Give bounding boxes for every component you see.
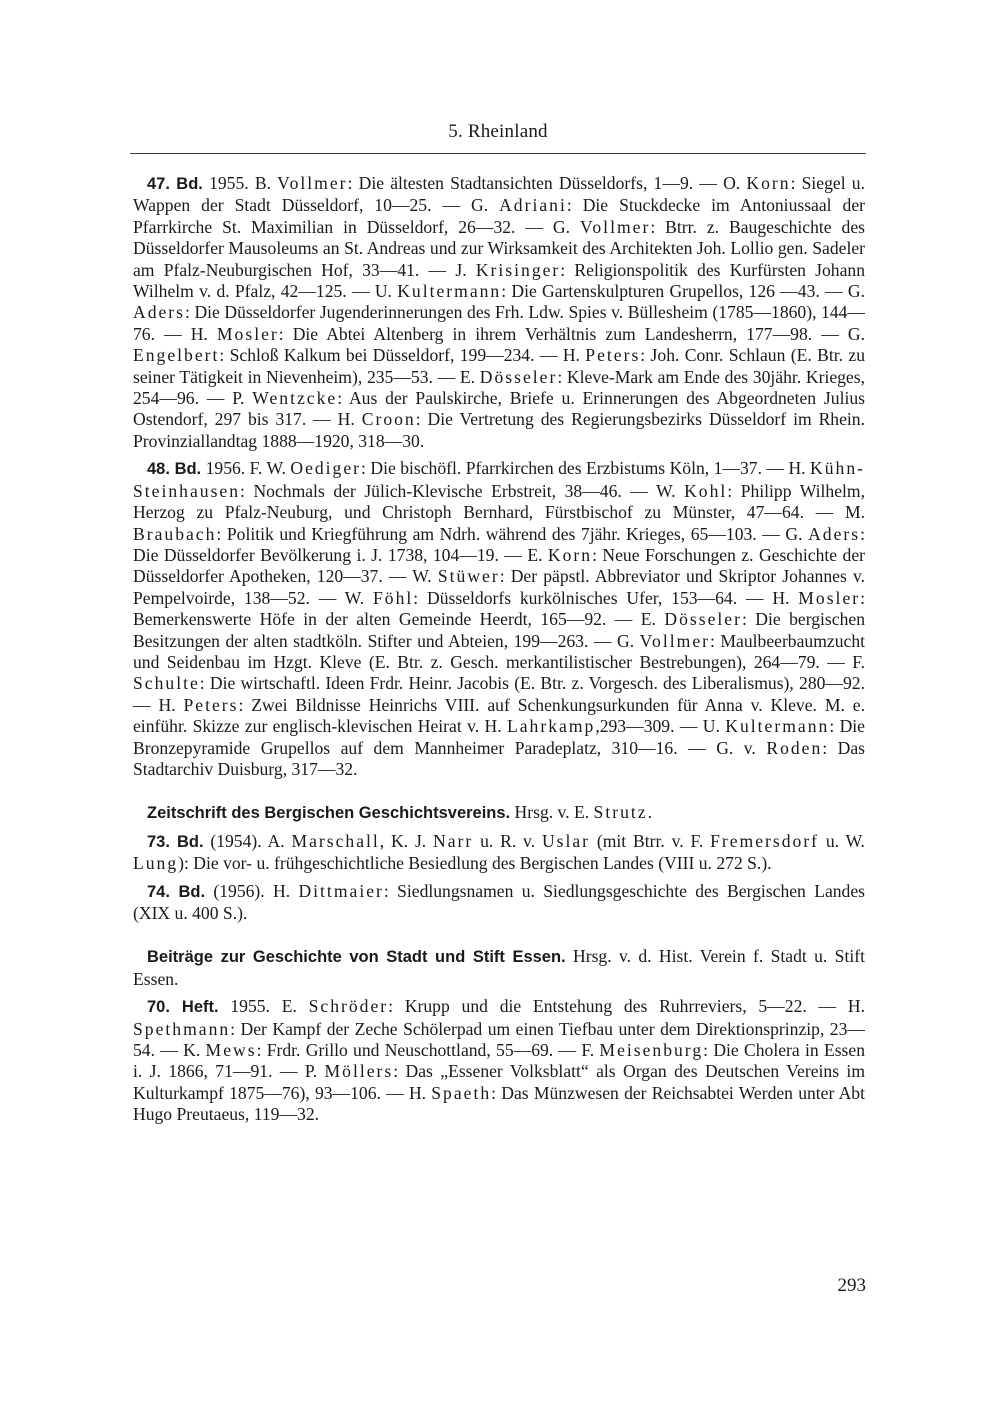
entry-text: : Das „Essener Volksblatt“ als Organ des Deutschen Vereins im Kulturkampf 1875—76), 93—106. — H. (133, 1061, 866, 1103)
entry-label: 70. Heft. (147, 998, 219, 1017)
entry-text: : Die ältesten Stadtansichten Düsseldorfs, 1—9. — O. (347, 173, 747, 193)
entry-text: : Die Gartenskulpturen Grupellos, 126 —43. — G. (501, 281, 865, 302)
entry-text: : Bemerkenswerte Höfe in der alten Gemeinde Heerdt, 165—92. — E. (133, 587, 865, 630)
entry-text: : Düsseldorfs kurkölnisches Ufer, 153—64. — H. (413, 587, 799, 608)
entry-text: : Krupp und die Entstehung des Ruhrreviers, 5—22. — H. (388, 996, 866, 1017)
author-name: Lung (133, 853, 179, 874)
entry-bd47 (133, 173, 865, 452)
section-gap (133, 786, 865, 802)
entry-text: : Die Düsseldorfer Jugenderinnerungen des Frh. Ldw. Spies v. Büllesheim (1785—1860), 144—76. — H. (133, 302, 865, 344)
author-name: Vollmer (639, 630, 710, 651)
entry-text: 1955. E. (218, 996, 309, 1017)
author-name: Aders (133, 302, 186, 323)
heading-beitraege-essen (133, 946, 865, 990)
author-name: Meisenburg (599, 1040, 704, 1061)
author-name: Krisinger (475, 259, 561, 280)
entry-text: : Siedlungsnamen u. Siedlungsgeschichte des Bergischen Landes (XIX u. 400 S.). (133, 880, 865, 923)
entry-text: (1954). A. (203, 830, 292, 851)
author-name: Aders (808, 523, 861, 544)
author-name: Kühn-Steinhausen (133, 458, 865, 501)
author-name: Kultermann (397, 281, 502, 302)
entry-text: : Die wirtschaftl. Ideen Frdr. Heinr. Jacobis (E. Btr. z. Vorgesch. des Liberalismus), 280—92. — H. (133, 673, 865, 715)
author-name: Mews (205, 1040, 257, 1061)
entry-text: : Die bergischen Besitzungen der alten stadtköln. Stifter und Abteien, 199—263. — G. (133, 609, 865, 651)
entry-bd74 (133, 881, 865, 925)
running-header: 5. Rheinland (448, 121, 548, 142)
author-name: Uslar (541, 830, 591, 851)
author-name: Schröder (308, 996, 389, 1017)
author-name: Vollmer (579, 216, 651, 237)
author-name: Adriani (499, 195, 567, 216)
author-name: Dösseler (664, 609, 742, 630)
author-name: Wentzcke (252, 388, 338, 409)
author-name: Strutz (593, 802, 648, 823)
entry-text: u. R. v. (473, 830, 542, 851)
entry-text: : Religionspolitik des Kurfürsten Johann Wilhelm v. d. Pfalz, 42—125. — U. (133, 259, 865, 302)
entry-text: : Btrr. z. Baugeschichte des Düsseldorfer Mausoleums an St. Andreas und zur Wirksamkeit des Architekten Joh. Lollio gen. Sadeler am Pfalz-Neuburgischen Hof, 33—41. — J. (133, 216, 865, 280)
entry-text: (1956). H. (205, 880, 299, 901)
author-name: Spaeth (431, 1082, 492, 1103)
entry-text: : Schloß Kalkum bei Düsseldorf, 199—234. — H. (219, 345, 586, 366)
entry-label: Zeitschrift des Bergischen Geschichtsvereins. (147, 804, 511, 823)
entry-text: : Neue Forschungen z. Geschichte der Düsseldorfer Apotheken, 120—37. — W. (133, 544, 865, 587)
author-name: Fremersdorf (710, 830, 820, 851)
author-name: Schulte (133, 673, 200, 694)
entry-text: : Das Münzwesen der Reichsabtei Werden unter Abt Hugo Preutaeus, 119—32. (133, 1082, 865, 1125)
author-name: Mosler (798, 587, 861, 608)
entry-text: : Die Düsseldorfer Bevölkerung i. J. 1738, 104—19. — E. (133, 523, 865, 565)
author-name: Marschall (291, 830, 380, 851)
entry-text: : Die Vertretung des Regierungsbezirks Düsseldorf im Rhein. Provinziallandtag 1888—1920, 318—30. (133, 409, 865, 451)
author-name: Lahrkamp (507, 716, 596, 737)
entry-text: . (647, 802, 652, 823)
author-name: Mosler (216, 323, 279, 344)
entry-text: : Maulbeerbaumzucht und Seidenbau im Hzgt. Kleve (E. Btr. z. Gesch. merkantilistischer Bestrebungen), 264—79. — F. (133, 630, 865, 672)
entry-label: 48. Bd. (147, 460, 202, 479)
entry-text: : Frdr. Grillo und Neuschottland, 55—69. — F. (256, 1040, 600, 1061)
entry-text: : Das Stadtarchiv Duisburg, 317—32. (133, 737, 866, 779)
entry-text: ): Die vor- u. frühgeschichtliche Besiedlung des Bergischen Landes (VIII u. 272 S.). (178, 853, 772, 874)
author-name: Föhl (373, 587, 414, 608)
entry-text: : Die Cholera in Essen i. J. 1866, 71—91. — P. (133, 1040, 865, 1082)
author-name: Narr (433, 830, 474, 851)
bibliography-body (133, 173, 865, 1132)
entry-heft70 (133, 996, 865, 1125)
entry-text: : Kleve-Mark am Ende des 30jähr. Krieges, 254—96. — P. (133, 366, 865, 409)
author-name: Korn (547, 544, 593, 565)
entry-text: : Siegel u. Wappen der Stadt Düsseldorf, 10—25. — G. (133, 173, 865, 216)
entry-text: u. W. (819, 830, 865, 851)
entry-text: 1956. F. W. (201, 458, 291, 479)
entry-label: 47. Bd. (147, 175, 203, 193)
header-rule (130, 153, 866, 154)
author-name: Kohl (684, 480, 728, 501)
author-name: Korn (746, 173, 791, 193)
author-name: Braubach (133, 523, 217, 544)
entry-text: : Nochmals der Jülich-Klevische Erbstreit, 38—46. — W. (240, 480, 685, 501)
author-name: Stüwer (437, 566, 500, 587)
entry-text: : Die Stuckdecke im Antoniussaal der Pfarrkirche St. Maximilian in Düsseldorf, 26—32. — G. (133, 195, 865, 237)
entry-label: 73. Bd. (147, 832, 204, 851)
heading-zeitschrift-bergisch (133, 802, 865, 824)
author-name: Dösseler (479, 366, 558, 387)
author-name: Möllers (324, 1061, 394, 1082)
author-name: Spethmann (133, 1018, 231, 1039)
entry-text: , K. J. (379, 830, 434, 851)
entry-text: 1955. B. (202, 173, 278, 193)
entry-text: : Philipp Wilhelm, Herzog zu Pfalz-Neuburg, und Christoph Bernhard, Fürstbischof zu Münster, 47—64. — M. (133, 480, 866, 523)
entry-text: : Die Abtei Altenberg in ihrem Verhältnis zum Landesherrn, 177—98. — G. (278, 323, 865, 344)
author-name: Peters (585, 345, 641, 366)
entry-text: : Joh. Conr. Schlaun (E. Btr. zu seiner Tätigkeit in Nievenheim), 235—53. — E. (133, 345, 866, 387)
entry-label: Beiträge zur Geschichte von Stadt und Stift Essen. (147, 948, 566, 967)
entry-text: : Politik und Kriegführung am Ndrh. während des 7jähr. Krieges, 65—103. — G. (216, 523, 809, 544)
entry-text: Hrsg. v. E. (510, 802, 594, 823)
entry-text: : Der Kampf der Zeche Schölerpad um einen Tiefbau unter dem Direktionsprinzip, 23—54. — K. (133, 1018, 865, 1061)
author-name: Engelbert (133, 345, 220, 366)
author-name: Dittmaier (298, 880, 384, 901)
entry-text: : Aus der Paulskirche, Briefe u. Erinnerungen des Abgeordneten Julius Ostendorf, 297 bis 317. — H. (133, 388, 865, 430)
entry-bd73 (133, 831, 865, 875)
author-name: Vollmer (277, 173, 348, 193)
entry-text: : Die Bronzepyramide Grupellos auf dem Mannheimer Paradeplatz, 310—16. — G. v. (133, 716, 865, 758)
page-number: 293 (837, 1275, 866, 1296)
entry-text: : Der päpstl. Abbreviator und Skriptor Johannes v. Pempelvoirde, 138—52. — W. (133, 566, 865, 608)
section-gap (133, 930, 865, 946)
entry-text: ,293—309. — U. (595, 716, 726, 737)
author-name: Kultermann (725, 716, 830, 737)
entry-text: (mit Btrr. v. F. (590, 830, 711, 851)
author-name: Peters (183, 694, 239, 715)
entry-text: : Die bischöfl. Pfarrkirchen des Erzbistums Köln, 1—37. — H. (361, 458, 811, 479)
author-name: Croon (361, 409, 416, 430)
author-name: Roden (766, 737, 823, 758)
entry-label: 74. Bd. (147, 882, 206, 901)
entry-text: : Zwei Bildnisse Heinrichs VIII. auf Schenkungsurkunden für Anna v. Kleve. M. e. einführ. Skizze zur englisch-klevischen Heirat v. H. (133, 694, 865, 737)
author-name: Oediger (290, 458, 362, 479)
entry-bd48 (133, 458, 865, 780)
entry-text: Hrsg. v. d. Hist. Verein f. Stadt u. Stift Essen. (133, 946, 865, 989)
